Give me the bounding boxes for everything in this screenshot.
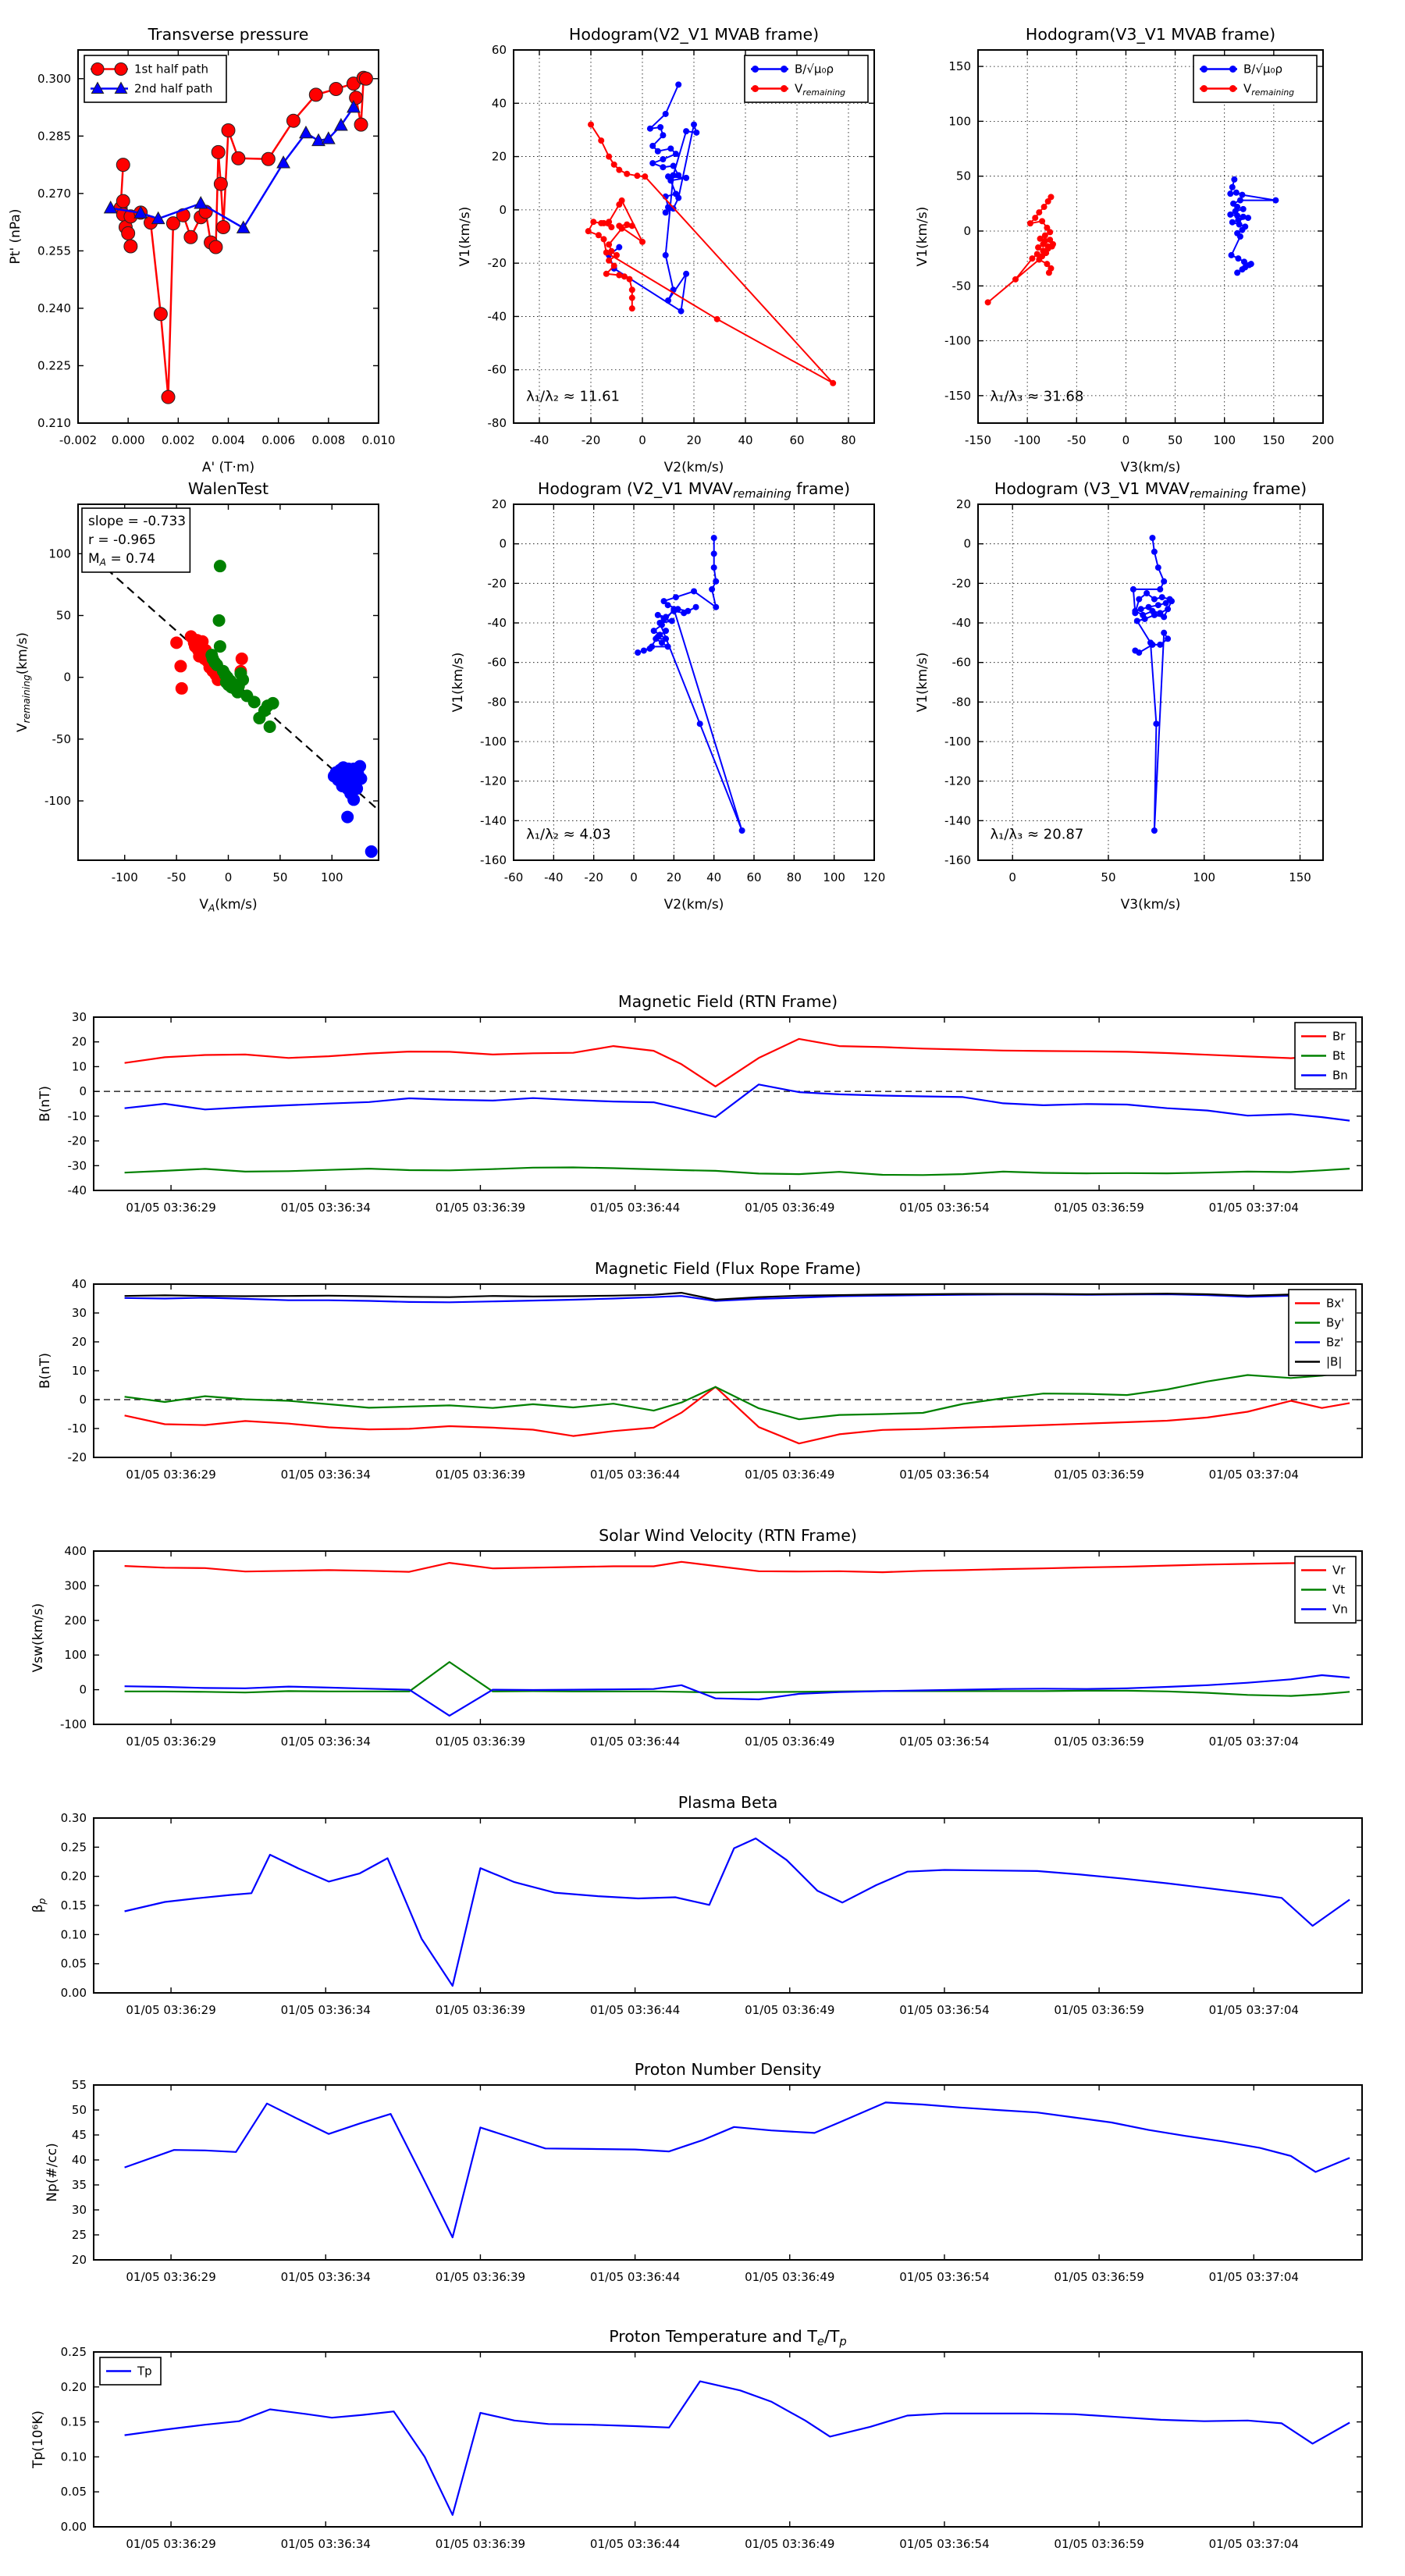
svg-text:01/05 03:36:29: 01/05 03:36:29 — [126, 1201, 216, 1215]
svg-text:0: 0 — [499, 202, 507, 217]
svg-text:01/05 03:36:49: 01/05 03:36:49 — [745, 1201, 835, 1215]
svg-text:0.05: 0.05 — [60, 2485, 87, 2500]
svg-text:50: 50 — [55, 608, 71, 623]
series-bn — [125, 1084, 1350, 1120]
ticks — [94, 1818, 1362, 1993]
svg-text:100: 100 — [823, 870, 845, 884]
svg-text:01/05 03:37:04: 01/05 03:37:04 — [1208, 2537, 1299, 2551]
svg-text:0: 0 — [1122, 433, 1130, 447]
svg-text:|B|: |B| — [1326, 1354, 1343, 1369]
svg-text:B/√μ₀ρ: B/√μ₀ρ — [1243, 62, 1282, 76]
svg-text:0.270: 0.270 — [37, 186, 71, 201]
svg-text:20: 20 — [71, 1034, 87, 1049]
svg-text:-80: -80 — [951, 695, 971, 710]
grid — [514, 504, 874, 860]
svg-text:-100: -100 — [1014, 433, 1041, 447]
svg-text:50: 50 — [1168, 433, 1183, 447]
y-axis-label: V1(km/s) — [457, 206, 473, 267]
svg-text:Vr: Vr — [1332, 1563, 1346, 1578]
y-axis-label: V1(km/s) — [915, 206, 930, 267]
svg-text:0: 0 — [638, 433, 646, 447]
svg-text:Tp: Tp — [137, 2364, 152, 2379]
x-axis-label: V3(km/s) — [1120, 460, 1181, 475]
y-axis-label: V1(km/s) — [450, 652, 466, 713]
ticks — [978, 504, 1323, 860]
series-b — [635, 535, 745, 834]
svg-text:0.30: 0.30 — [60, 1811, 87, 1825]
svg-text:0.008: 0.008 — [311, 433, 346, 447]
legend — [84, 55, 226, 102]
svg-text:35: 35 — [71, 2178, 87, 2192]
svg-text:-50: -50 — [951, 279, 971, 294]
svg-text:-30: -30 — [67, 1158, 87, 1173]
annotation: λ₁/λ₂ ≈ 11.61 — [526, 388, 621, 405]
svg-text:-60: -60 — [487, 362, 507, 377]
series-bt — [125, 1168, 1350, 1176]
svg-text:01/05 03:37:04: 01/05 03:37:04 — [1208, 1735, 1299, 1749]
plot-hodogram-v2v1-mvab — [457, 25, 874, 475]
svg-text:-20: -20 — [67, 1450, 87, 1464]
svg-text:01/05 03:36:29: 01/05 03:36:29 — [126, 2270, 216, 2284]
svg-text:-100: -100 — [944, 735, 971, 749]
svg-text:20: 20 — [686, 433, 702, 447]
series-vn — [125, 1675, 1350, 1716]
svg-text:01/05 03:36:39: 01/05 03:36:39 — [435, 2270, 526, 2284]
series-b — [1130, 535, 1175, 834]
svg-text:50: 50 — [955, 169, 971, 183]
svg-text:Bx': Bx' — [1326, 1296, 1345, 1311]
svg-text:01/05 03:37:04: 01/05 03:37:04 — [1208, 2003, 1299, 2017]
axes-frame — [94, 1284, 1362, 1457]
svg-text:0.285: 0.285 — [37, 129, 71, 144]
svg-text:0: 0 — [63, 670, 71, 685]
svg-text:01/05 03:36:39: 01/05 03:36:39 — [435, 1201, 526, 1215]
axes-frame — [94, 1818, 1362, 1993]
svg-text:01/05 03:36:34: 01/05 03:36:34 — [280, 2003, 371, 2017]
svg-text:01/05 03:36:54: 01/05 03:36:54 — [899, 1468, 990, 1482]
series-vt — [125, 1662, 1350, 1696]
y-axis-label: B(nT) — [37, 1085, 53, 1123]
svg-text:01/05 03:36:54: 01/05 03:36:54 — [899, 1201, 990, 1215]
svg-text:200: 200 — [64, 1613, 87, 1628]
svg-text:-20: -20 — [487, 576, 507, 591]
svg-text:-10: -10 — [67, 1421, 87, 1436]
svg-text:100: 100 — [48, 546, 71, 561]
svg-text:0.300: 0.300 — [37, 71, 71, 86]
svg-text:01/05 03:36:34: 01/05 03:36:34 — [280, 2270, 371, 2284]
axes-frame — [94, 2352, 1362, 2527]
ticks — [94, 2352, 1362, 2527]
svg-text:25: 25 — [71, 2228, 87, 2242]
svg-text:B/√μ₀ρ: B/√μ₀ρ — [795, 62, 834, 76]
svg-text:-60: -60 — [951, 655, 971, 670]
svg-text:01/05 03:36:59: 01/05 03:36:59 — [1054, 2270, 1144, 2284]
svg-text:55: 55 — [71, 2078, 87, 2092]
svg-text:01/05 03:36:59: 01/05 03:36:59 — [1054, 1468, 1144, 1482]
legend — [1193, 55, 1317, 102]
svg-text:100: 100 — [1213, 433, 1236, 447]
x-axis-label: V3(km/s) — [1120, 897, 1181, 913]
svg-text:-60: -60 — [487, 655, 507, 670]
svg-text:20: 20 — [955, 497, 971, 511]
legend — [100, 2357, 161, 2385]
svg-text:01/05 03:36:54: 01/05 03:36:54 — [899, 2537, 990, 2551]
svg-text:80: 80 — [786, 870, 802, 884]
svg-text:01/05 03:36:44: 01/05 03:36:44 — [589, 2270, 681, 2284]
svg-text:-80: -80 — [487, 416, 507, 430]
plot-title: Hodogram (V2_V1 $MVAV_{remaining}$ frame) — [537, 479, 851, 501]
svg-text:-40: -40 — [529, 433, 550, 447]
tick-labels — [60, 1544, 1299, 1749]
plot-proton-number-density — [44, 2060, 1362, 2284]
svg-text:200: 200 — [1311, 433, 1335, 447]
plot-solar-wind-velocity — [30, 1526, 1362, 1749]
svg-text:01/05 03:36:29: 01/05 03:36:29 — [126, 1468, 216, 1482]
svg-text:0.20: 0.20 — [60, 1869, 87, 1884]
svg-text:-140: -140 — [944, 813, 971, 828]
svg-text:Bn: Bn — [1332, 1068, 1348, 1083]
plot-title: Proton Number Density — [634, 2060, 822, 2079]
svg-text:0.00: 0.00 — [60, 1986, 87, 2000]
svg-text:20: 20 — [71, 2253, 87, 2267]
svg-text:0: 0 — [224, 870, 233, 884]
legend — [1289, 1290, 1356, 1375]
svg-text:0.010: 0.010 — [361, 433, 396, 447]
plot-title: Solar Wind Velocity (RTN Frame) — [599, 1526, 857, 1545]
svg-text:40: 40 — [706, 870, 722, 884]
svg-text:2nd half path: 2nd half path — [134, 81, 213, 96]
svg-text:40: 40 — [738, 433, 753, 447]
svg-text:0.006: 0.006 — [261, 433, 296, 447]
svg-text:0.05: 0.05 — [60, 1956, 87, 1971]
svg-text:-20: -20 — [487, 256, 507, 271]
svg-text:01/05 03:36:59: 01/05 03:36:59 — [1054, 1201, 1144, 1215]
plot-plasma-beta — [30, 1793, 1362, 2017]
plot-title: Magnetic Field (Flux Rope Frame) — [594, 1259, 862, 1278]
svg-text:50: 50 — [71, 2103, 87, 2117]
series-v-remaining — [585, 122, 836, 386]
svg-text:-150: -150 — [964, 433, 992, 447]
svg-text:Bz': Bz' — [1326, 1335, 1344, 1350]
y-axis-label: B(nT) — [37, 1352, 53, 1389]
svg-text:Vremaining​: $V_{remaining}$ — [1243, 81, 1295, 98]
svg-text:-150: -150 — [944, 388, 971, 403]
plot-title: Hodogram (V3_V1 $MVAV_{remaining}$ frame) — [994, 479, 1307, 501]
series-tp — [125, 2382, 1350, 2515]
series-b- — [1227, 176, 1279, 276]
svg-text:01/05 03:36:29: 01/05 03:36:29 — [126, 2003, 216, 2017]
series-vr — [125, 1562, 1350, 1572]
svg-text:01/05 03:36:44: 01/05 03:36:44 — [589, 1468, 681, 1482]
svg-text:60: 60 — [491, 43, 507, 57]
svg-text:100: 100 — [948, 114, 971, 129]
svg-text:0.255: 0.255 — [37, 244, 71, 258]
series-v-remaining — [985, 194, 1056, 305]
plot-hodogram-v3v1-mvab — [915, 25, 1334, 475]
svg-text:-100: -100 — [479, 735, 507, 749]
svg-text:01/05 03:36:54: 01/05 03:36:54 — [899, 2003, 990, 2017]
svg-text:120: 120 — [863, 870, 886, 884]
svg-text:50: 50 — [272, 870, 288, 884]
svg-text:0: 0 — [499, 536, 507, 551]
svg-text:01/05 03:36:54: 01/05 03:36:54 — [899, 2270, 990, 2284]
grid — [978, 504, 1323, 860]
svg-text:01/05 03:36:49: 01/05 03:36:49 — [745, 1468, 835, 1482]
svg-text:0.20: 0.20 — [60, 2379, 87, 2394]
svg-text:10: 10 — [71, 1059, 87, 1074]
plot-proton-temperature — [30, 2327, 1362, 2551]
tick-labels — [68, 1277, 1299, 1482]
svg-text:01/05 03:36:59: 01/05 03:36:59 — [1054, 1735, 1144, 1749]
svg-text:01/05 03:37:04: 01/05 03:37:04 — [1208, 1201, 1299, 1215]
y-axis-label: V1(km/s) — [915, 652, 930, 713]
svg-text:01/05 03:36:44: 01/05 03:36:44 — [589, 1735, 681, 1749]
svg-text:-20: -20 — [581, 433, 601, 447]
svg-text:45: 45 — [71, 2128, 87, 2142]
plot-title: Proton Temperature and $T_e/T_p$ — [609, 2327, 847, 2349]
svg-text:1st half path: 1st half path — [134, 62, 209, 76]
svg-text:150: 150 — [1289, 870, 1311, 884]
svg-text:Br: Br — [1332, 1029, 1346, 1044]
svg-text:-40: -40 — [951, 616, 971, 630]
svg-text:Vremaining​: $V_{remaining}$ — [795, 81, 846, 98]
plot-title: Transverse pressure — [148, 25, 309, 44]
svg-text:01/05 03:36:49: 01/05 03:36:49 — [745, 2537, 835, 2551]
x-axis-label: V2(km/s) — [663, 897, 724, 913]
grid — [978, 50, 1323, 423]
ticks — [94, 1017, 1362, 1190]
svg-text:-160: -160 — [944, 853, 971, 867]
svg-text:0.004: 0.004 — [212, 433, 245, 447]
svg-text:10: 10 — [71, 1364, 87, 1378]
svg-text:0.10: 0.10 — [60, 1927, 87, 1942]
svg-text:0: 0 — [1008, 870, 1016, 884]
svg-text:-80: -80 — [487, 695, 507, 710]
svg-text:-160: -160 — [479, 853, 507, 867]
svg-text:30: 30 — [71, 2203, 87, 2217]
svg-text:40: 40 — [71, 1277, 87, 1291]
series-2nd-half-path — [105, 101, 360, 233]
plot-title: WalenTest — [187, 479, 269, 498]
svg-text:0.25: 0.25 — [60, 1840, 87, 1855]
svg-text:0.225: 0.225 — [37, 358, 71, 373]
svg-text:0: 0 — [79, 1682, 87, 1697]
grid — [514, 50, 874, 423]
svg-text:80: 80 — [841, 433, 856, 447]
svg-text:01/05 03:36:44: 01/05 03:36:44 — [589, 2537, 681, 2551]
series-center — [205, 560, 279, 733]
svg-text:100: 100 — [64, 1648, 87, 1663]
svg-text:01/05 03:36:29: 01/05 03:36:29 — [126, 1735, 216, 1749]
svg-text:-100: -100 — [944, 333, 971, 348]
tick-labels — [72, 2078, 1299, 2284]
svg-text:-20: -20 — [584, 870, 603, 884]
svg-text:Bt: Bt — [1332, 1048, 1346, 1063]
plot-title: Hodogram(V3_V1 MVAB frame) — [1025, 25, 1276, 44]
svg-text:01/05 03:36:39: 01/05 03:36:39 — [435, 1468, 526, 1482]
svg-text:-0.002: -0.002 — [59, 433, 98, 447]
ticks — [978, 50, 1323, 423]
axes-frame — [94, 1017, 1362, 1190]
svg-text:01/05 03:36:59: 01/05 03:36:59 — [1054, 2537, 1144, 2551]
svg-text:-20: -20 — [67, 1133, 87, 1148]
svg-text:40: 40 — [491, 96, 507, 111]
svg-text:0.10: 0.10 — [60, 2450, 87, 2464]
axes-frame — [978, 50, 1323, 423]
y-axis-label: Tp(10⁶K) — [30, 2410, 46, 2469]
svg-text:01/05 03:37:04: 01/05 03:37:04 — [1208, 2270, 1299, 2284]
plot-hodogram-v2v1-mvav — [450, 479, 885, 913]
svg-text:-40: -40 — [544, 870, 564, 884]
svg-text:0: 0 — [79, 1393, 87, 1407]
axes-frame — [514, 504, 874, 860]
tick-labels — [488, 43, 856, 447]
svg-text:300: 300 — [64, 1578, 87, 1593]
annotation: λ₁/λ₃ ≈ 31.68 — [990, 388, 1084, 405]
svg-text:100: 100 — [1193, 870, 1216, 884]
svg-text:0.00: 0.00 — [60, 2520, 87, 2534]
svg-text:-20: -20 — [951, 576, 971, 591]
x-axis-label: $V_A(km/s)$ — [199, 897, 258, 914]
axes-frame — [978, 504, 1323, 860]
series-bx- — [125, 1387, 1350, 1444]
svg-text:-100: -100 — [59, 1717, 87, 1731]
svg-text:01/05 03:36:39: 01/05 03:36:39 — [435, 2003, 526, 2017]
annotation: λ₁/λ₂ ≈ 4.03 — [526, 826, 611, 843]
svg-text:By': By' — [1326, 1315, 1345, 1330]
svg-text:-100: -100 — [111, 870, 138, 884]
x-axis-label: V2(km/s) — [663, 460, 724, 475]
svg-text:30: 30 — [71, 1010, 87, 1024]
svg-text:150: 150 — [1262, 433, 1286, 447]
svg-text:01/05 03:36:54: 01/05 03:36:54 — [899, 1735, 990, 1749]
svg-text:60: 60 — [789, 433, 805, 447]
plot-title: Plasma Beta — [678, 1793, 778, 1812]
ticks — [94, 1284, 1362, 1457]
svg-text:-50: -50 — [166, 870, 187, 884]
svg-text:01/05 03:36:44: 01/05 03:36:44 — [589, 1201, 681, 1215]
svg-text:Vn: Vn — [1332, 1602, 1348, 1617]
svg-text:20: 20 — [666, 870, 681, 884]
svg-text:0.15: 0.15 — [60, 2414, 87, 2429]
plot-magnetic-field-flux-rope — [37, 1259, 1362, 1482]
svg-text:0.25: 0.25 — [60, 2345, 87, 2359]
y-axis-label: $\beta_p$ — [30, 1898, 48, 1913]
svg-text:01/05 03:37:04: 01/05 03:37:04 — [1208, 1468, 1299, 1482]
svg-text:0.002: 0.002 — [161, 433, 195, 447]
svg-text:01/05 03:36:49: 01/05 03:36:49 — [745, 2270, 835, 2284]
svg-text:0: 0 — [630, 870, 638, 884]
svg-text:-60: -60 — [503, 870, 524, 884]
plot-title: Magnetic Field (RTN Frame) — [617, 992, 838, 1011]
ticks — [514, 504, 874, 860]
svg-text:60: 60 — [746, 870, 762, 884]
y-axis-label: Np(#/cc) — [44, 2143, 60, 2202]
svg-text:01/05 03:36:39: 01/05 03:36:39 — [435, 1735, 526, 1749]
legend — [1295, 1023, 1356, 1089]
plot-walen-test — [15, 479, 379, 914]
svg-text:20: 20 — [71, 1335, 87, 1349]
legend — [1295, 1557, 1356, 1623]
svg-text:-40: -40 — [487, 309, 507, 324]
tick-labels — [61, 2345, 1299, 2551]
series-second-half — [328, 760, 378, 858]
svg-text:01/05 03:36:34: 01/05 03:36:34 — [280, 2537, 371, 2551]
svg-text:-100: -100 — [44, 794, 71, 808]
svg-text:-10: -10 — [67, 1108, 87, 1123]
svg-text:20: 20 — [491, 497, 507, 511]
series-br — [125, 1039, 1350, 1087]
svg-text:150: 150 — [948, 59, 971, 74]
svg-text:40: 40 — [71, 2153, 87, 2167]
svg-text:50: 50 — [1101, 870, 1116, 884]
svg-text:01/05 03:36:49: 01/05 03:36:49 — [745, 1735, 835, 1749]
svg-text:01/05 03:36:34: 01/05 03:36:34 — [280, 1201, 371, 1215]
tick-labels — [61, 1811, 1299, 2017]
svg-text:30: 30 — [71, 1306, 87, 1320]
svg-text:-50: -50 — [52, 731, 71, 746]
svg-text:0: 0 — [963, 536, 971, 551]
svg-text:-120: -120 — [944, 774, 971, 788]
y-axis-label: $V_{remaining}(km/s)$ — [15, 632, 32, 732]
svg-text:0.210: 0.210 — [37, 416, 71, 430]
svg-text:01/05 03:36:34: 01/05 03:36:34 — [280, 1468, 371, 1482]
series-1st-half-path — [114, 71, 372, 404]
svg-text:-120: -120 — [479, 774, 507, 788]
plot-hodogram-v3v1-mvav — [915, 479, 1323, 913]
svg-text:100: 100 — [320, 870, 343, 884]
svg-text:01/05 03:36:34: 01/05 03:36:34 — [280, 1735, 371, 1749]
svg-text:0.15: 0.15 — [60, 1898, 87, 1912]
svg-text:-40: -40 — [67, 1183, 87, 1197]
svg-text:-140: -140 — [479, 813, 507, 828]
svg-text:0: 0 — [79, 1084, 87, 1099]
svg-text:MA​ = 0.74: $M_A = 0.74$ — [88, 551, 155, 568]
svg-text:0.240: 0.240 — [37, 301, 71, 315]
svg-text:400: 400 — [64, 1544, 87, 1558]
x-axis-label: A' (T·m) — [201, 460, 255, 475]
plot-title: Hodogram(V2_V1 MVAB frame) — [568, 25, 820, 44]
svg-text:0.000: 0.000 — [111, 433, 145, 447]
series-beta-p — [125, 1838, 1350, 1986]
tick-labels — [44, 546, 343, 884]
svg-text:0: 0 — [963, 223, 971, 238]
plot-magnetic-field-rtn — [37, 992, 1362, 1215]
y-axis-label: Vsw(km/s) — [30, 1603, 46, 1673]
series--b- — [125, 1293, 1350, 1300]
series-by- — [125, 1372, 1350, 1420]
tick-labels — [68, 1010, 1299, 1215]
svg-text:01/05 03:36:59: 01/05 03:36:59 — [1054, 2003, 1144, 2017]
series-b- — [606, 81, 699, 314]
svg-text:-40: -40 — [487, 616, 507, 630]
y-axis-label: Pt' (nPa) — [8, 208, 23, 265]
svg-text:20: 20 — [491, 149, 507, 164]
svg-text:01/05 03:36:44: 01/05 03:36:44 — [589, 2003, 681, 2017]
svg-text:r = -0.965: r = -0.965 — [88, 532, 156, 548]
annotation: λ₁/λ₃ ≈ 20.87 — [990, 826, 1084, 843]
svg-text:slope = -0.733: slope = -0.733 — [88, 514, 187, 529]
plot-transverse-pressure — [8, 25, 395, 475]
legend — [745, 55, 868, 102]
svg-text:Vt: Vt — [1332, 1582, 1346, 1597]
svg-text:01/05 03:36:39: 01/05 03:36:39 — [435, 2537, 526, 2551]
svg-text:01/05 03:36:49: 01/05 03:36:49 — [745, 2003, 835, 2017]
svg-text:-50: -50 — [1067, 433, 1087, 447]
series-np — [125, 2102, 1350, 2237]
svg-text:01/05 03:36:29: 01/05 03:36:29 — [126, 2537, 216, 2551]
